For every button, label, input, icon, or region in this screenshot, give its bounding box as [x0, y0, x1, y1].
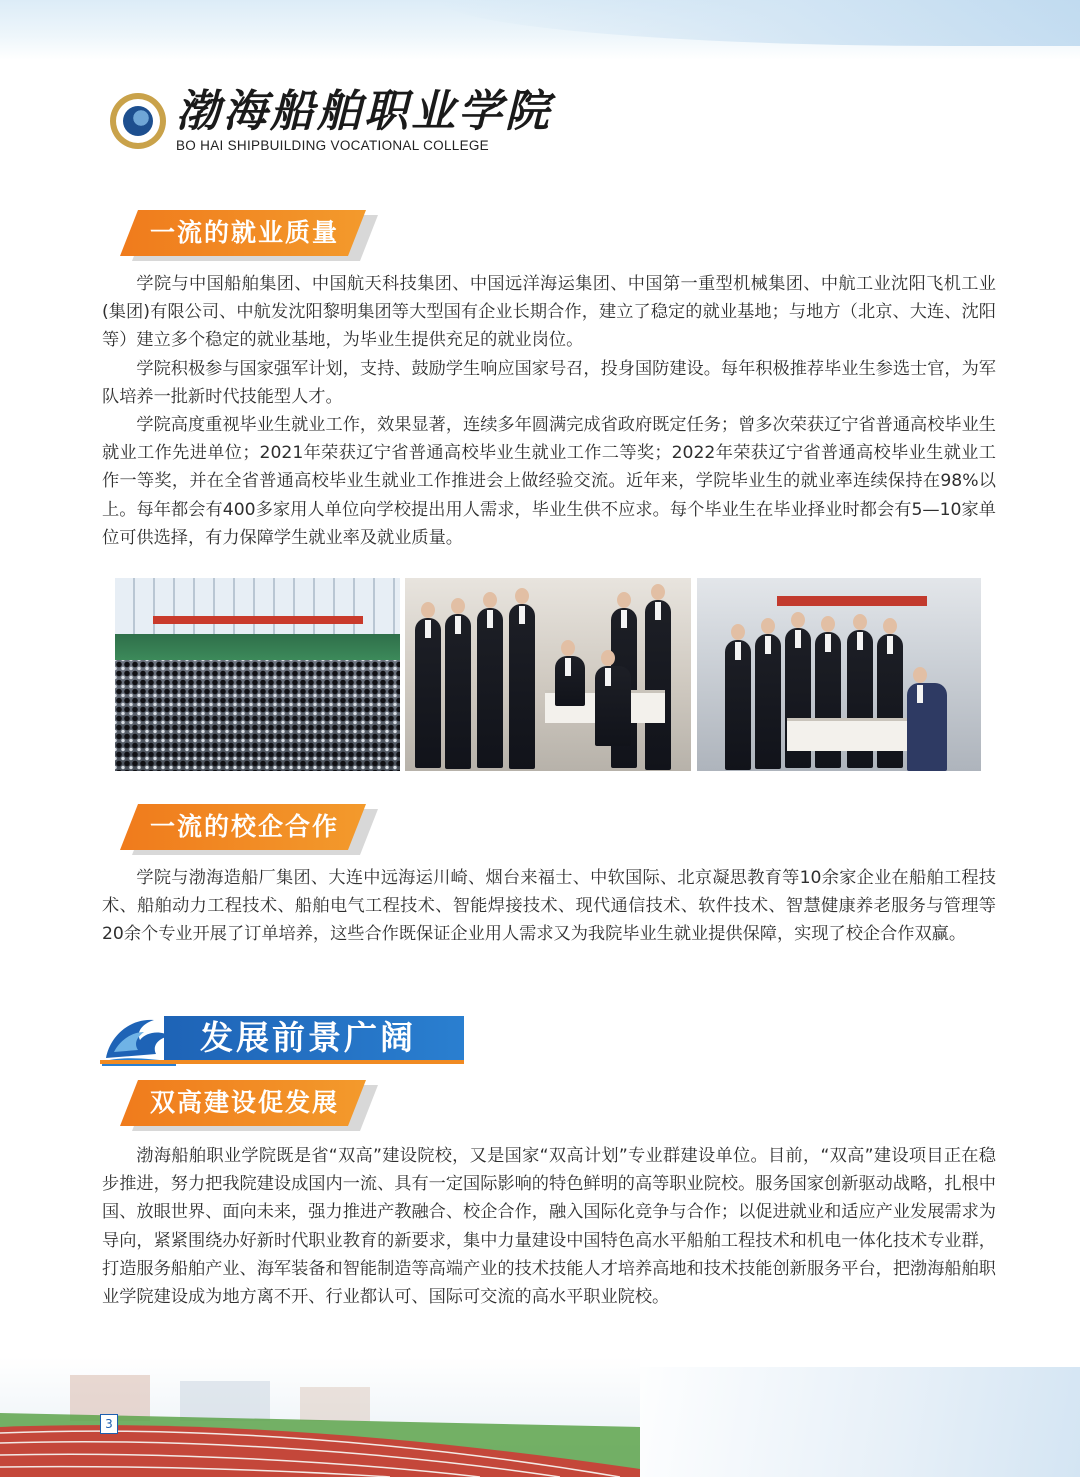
photo-stand: [115, 634, 400, 660]
photo-person: [645, 600, 671, 770]
photo-person: [555, 656, 585, 706]
photo-person: [415, 618, 441, 768]
paragraph: 学院高度重视毕业生就业工作，效果显著，连续多年圆满完成省政府既定任务；曾多次荣获辽宁省普通高校毕业生就业工作先进单位；2021年荣获辽宁省普通高校毕业生就业工作二等奖；2022年荣获辽宁省普通高校毕业生就业工作一等奖，并在全省普通高校毕业生就业工作推进会上做经验交流。近年来，学院毕业生的就业率连续保持在98%以上。每年都会有400多家用人单位向学校提出用人需求，毕业生供不应求。每个毕业生在毕业择业时都会有5—10家单位可供选择，有力保障学生就业率及就业质量。: [102, 415, 996, 548]
cooperation-text: [102, 864, 996, 949]
photo-person: [595, 666, 631, 746]
section-header-employment: [112, 210, 368, 256]
photo-desk: [787, 718, 907, 751]
prospect-title: 发展前景广阔: [200, 1018, 416, 1057]
photo-interview-line: [405, 578, 691, 771]
section-header-double-high: [112, 1080, 368, 1126]
college-name-en: BO HAI SHIPBUILDING VOCATIONAL COLLEGE: [176, 138, 489, 153]
bottom-fade-decoration: [620, 1367, 1080, 1477]
section-title: 双高建设促发展: [150, 1088, 340, 1117]
section-title: 一流的就业质量: [150, 218, 340, 247]
paragraph: 学院与中国船舶集团、中国航天科技集团、中国远洋海运集团、中国第一重型机械集团、中航工业沈阳飞机工业(集团)有限公司、中航发沈阳黎明集团等大型国有企业长期合作，建立了稳定的就业基地；与地方（北京、大连、沈阳等）建立多个稳定的就业基地，为毕业生提供充足的就业岗位。: [102, 274, 996, 351]
section-title: 一流的校企合作: [150, 812, 340, 841]
photo-roof: [115, 578, 400, 636]
college-name-cn: 渤海船舶职业学院: [176, 86, 552, 137]
paragraph: 渤海船舶职业学院既是省“双高”建设院校，又是国家“双高计划”专业群建设单位。目前，“双高”建设项目正在稳步推进，努力把我院建设成国内一流、具有一定国际影响的特色鲜明的高等职业院校。服务国家创新驱动战略，扎根中国、放眼世界、面向未来，强力推进产教融合、校企合作，融入国际化竞争与合作；以促进就业和适应产业发展需求为导向，紧紧围绕办好新时代职业教育的新要求，集中力量建设中国特色高水平船舶工程技术和机电一体化技术专业群，打造服务船舶产业、海军装备和智能制造等高端产业的技术技能人才培养高地和技术技能创新服务平台，把渤海船舶职业学院建设成为地方离不开、行业都认可、国际可交流的高水平职业院校。: [102, 1146, 996, 1308]
section-header-cooperation: [112, 804, 368, 850]
photo-person: [755, 634, 781, 769]
college-emblem-icon: [110, 93, 166, 149]
photo-banner: [153, 616, 363, 624]
prospect-text: [102, 1142, 996, 1311]
photo-person: [907, 683, 947, 771]
photo-banner: [777, 596, 927, 606]
photo-person: [477, 608, 503, 768]
photo-person: [725, 640, 751, 770]
paragraph: 学院与渤海造船厂集团、大连中远海运川崎、烟台来福士、中软国际、北京凝思教育等10余家企业在船舶工程技术、船舶动力工程技术、船舶电气工程技术、智能焊接技术、现代通信技术、软件技术、智慧健康养老服务与管理等20余个专业开展了订单培养，这些合作既保证企业用人需求又为我院毕业生就业提供保障，实现了校企合作双赢。: [102, 868, 996, 945]
prospect-title-block: [100, 1008, 464, 1068]
photo-job-fair-gym: [115, 578, 400, 771]
paragraph: 学院积极参与国家强军计划，支持、鼓励学生响应国家号召，投身国防建设。每年积极推荐毕业生参选士官，为军队培养一批新时代技能型人才。: [102, 358, 996, 407]
running-track-image: [0, 1357, 640, 1477]
photo-person: [509, 604, 535, 769]
photo-recruitment-booth: [697, 578, 981, 771]
prospect-title-accent: [100, 1060, 464, 1064]
page-number: 3: [100, 1414, 118, 1434]
photo-person: [445, 614, 471, 769]
employment-text: [102, 270, 996, 552]
photo-crowd: [115, 660, 400, 771]
